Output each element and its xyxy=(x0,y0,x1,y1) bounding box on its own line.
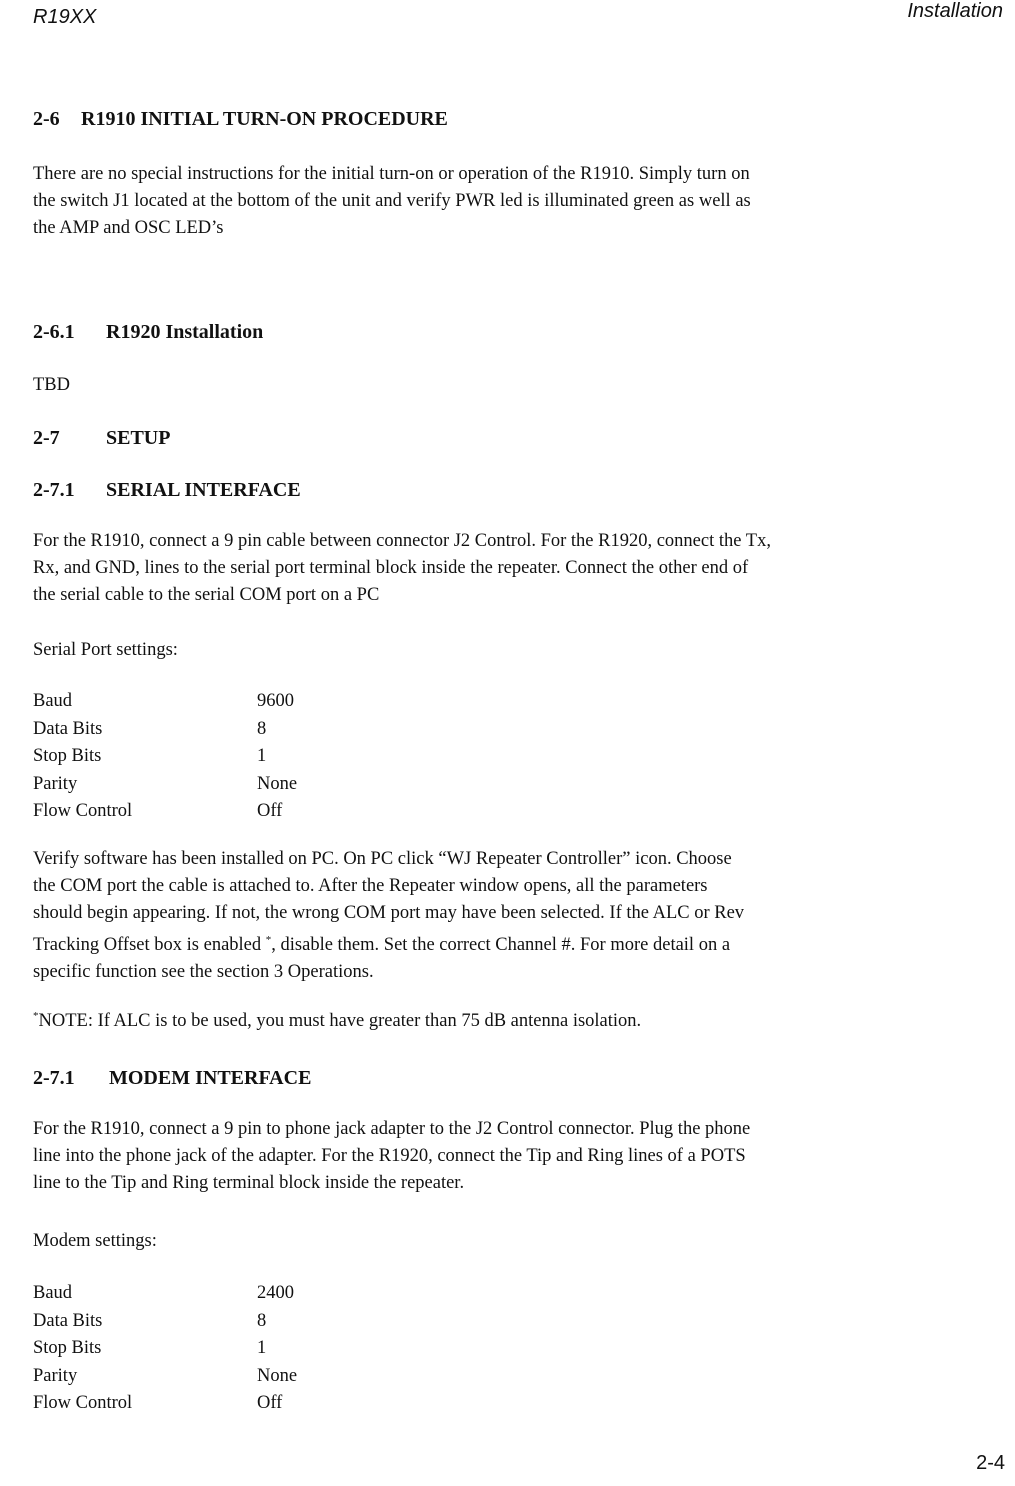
section-2-6-1-body: TBD xyxy=(33,375,70,395)
section-2-7-1-serial-heading xyxy=(33,479,301,502)
section-2-6-paragraph xyxy=(33,161,968,242)
setting-name: Stop Bits xyxy=(33,1338,102,1358)
footnote-marker: * xyxy=(265,934,272,946)
setting-name: Data Bits xyxy=(33,1310,103,1331)
section-2-7-1-modem-heading xyxy=(33,1067,311,1090)
setting-value: 8 xyxy=(257,718,267,739)
text-line: the AMP and OSC LED’s xyxy=(33,218,224,238)
text-line xyxy=(33,927,968,959)
setting-value: None xyxy=(257,773,298,794)
settings-row xyxy=(33,1308,297,1336)
section-2-6-1-heading xyxy=(33,321,263,344)
header-model: R19XX xyxy=(33,6,97,28)
text-line: line to the Tip and Ring terminal block inside the repeater. xyxy=(33,1173,465,1193)
section-title: R1910 INITIAL TURN-ON PROCEDURE xyxy=(81,108,448,130)
section-number: 2-6.1 xyxy=(33,321,75,343)
text-line: the serial cable to the serial COM port on a PC xyxy=(33,585,380,605)
setting-value: Off xyxy=(257,801,283,821)
setting-value: 2400 xyxy=(257,1283,294,1303)
text-line: For the R1910, connect a 9 pin cable between connector J2 Control. For the R1920, connect the Tx, xyxy=(33,531,771,551)
setting-value: None xyxy=(257,1365,298,1386)
setting-name: Baud xyxy=(33,691,73,711)
settings-row xyxy=(33,743,297,771)
text-line: Rx, and GND, lines to the serial port terminal block inside the repeater. Connect the other end of xyxy=(33,558,749,578)
text-line: Verify software has been installed on PC. On PC click “WJ Repeater Controller” icon. Choose xyxy=(33,849,732,869)
setting-value: Off xyxy=(257,1393,283,1413)
text-line: For the R1910, connect a 9 pin to phone jack adapter to the J2 Control connector. Plug the phone xyxy=(33,1119,751,1139)
serial-settings-label: Serial Port settings: xyxy=(33,640,178,660)
setting-value: 8 xyxy=(257,1310,267,1331)
text-fragment: , disable them. Set the correct Channel #. For more detail on a xyxy=(271,935,731,955)
settings-row xyxy=(33,798,297,826)
setting-name: Data Bits xyxy=(33,718,103,739)
setting-value: 1 xyxy=(257,746,267,766)
setting-name: Parity xyxy=(33,1365,78,1386)
section-number: 2-6 xyxy=(33,108,60,130)
section-number: 2-7 xyxy=(33,427,60,449)
setting-name: Flow Control xyxy=(33,1393,133,1413)
settings-row xyxy=(33,1335,297,1363)
settings-row xyxy=(33,1363,297,1391)
section-title: MODEM INTERFACE xyxy=(109,1067,312,1089)
settings-row xyxy=(33,688,297,716)
settings-row xyxy=(33,1390,297,1418)
section-title: SERIAL INTERFACE xyxy=(106,479,301,501)
setting-value: 9600 xyxy=(257,691,294,711)
text-line: specific function see the section 3 Operations. xyxy=(33,962,374,982)
text-line: the switch J1 located at the bottom of the unit and verify PWR led is illuminated green as well as xyxy=(33,191,751,211)
section-number: 2-7.1 xyxy=(33,1067,75,1089)
alc-note xyxy=(33,1010,641,1032)
settings-row xyxy=(33,1280,297,1308)
setting-name: Flow Control xyxy=(33,801,133,821)
setting-value: 1 xyxy=(257,1338,267,1358)
modem-settings-label: Modem settings: xyxy=(33,1231,157,1251)
text-line: line into the phone jack of the adapter. For the R1920, connect the Tip and Ring lines of a POTS xyxy=(33,1146,746,1166)
serial-settings-table xyxy=(33,688,297,826)
text-line: the COM port the cable is attached to. After the Repeater window opens, all the parameters xyxy=(33,876,708,896)
section-2-7-heading xyxy=(33,427,170,450)
text-line: should begin appearing. If not, the wrong COM port may have been selected. If the ALC or Rev xyxy=(33,903,745,923)
section-number: 2-7.1 xyxy=(33,479,75,501)
serial-interface-paragraph xyxy=(33,528,968,609)
section-2-6-heading xyxy=(33,108,448,131)
settings-row xyxy=(33,716,297,744)
note-text: NOTE: If ALC is to be used, you must have greater than 75 dB antenna isolation. xyxy=(38,1011,642,1031)
modem-interface-paragraph xyxy=(33,1116,968,1197)
verify-software-paragraph xyxy=(33,846,968,986)
setting-name: Stop Bits xyxy=(33,746,102,766)
page-number: 2-4 xyxy=(976,1452,1005,1474)
text-line: There are no special instructions for the initial turn-on or operation of the R1910. Simply turn on xyxy=(33,164,750,184)
setting-name: Baud xyxy=(33,1283,73,1303)
setting-name: Parity xyxy=(33,773,78,794)
text-fragment: Tracking Offset box is enabled xyxy=(33,935,266,955)
modem-settings-table xyxy=(33,1280,297,1418)
section-title: SETUP xyxy=(106,427,171,449)
settings-row xyxy=(33,771,297,799)
header-chapter: Installation xyxy=(907,0,1003,22)
section-title: R1920 Installation xyxy=(106,321,264,343)
footnote-marker: * xyxy=(33,1010,39,1022)
